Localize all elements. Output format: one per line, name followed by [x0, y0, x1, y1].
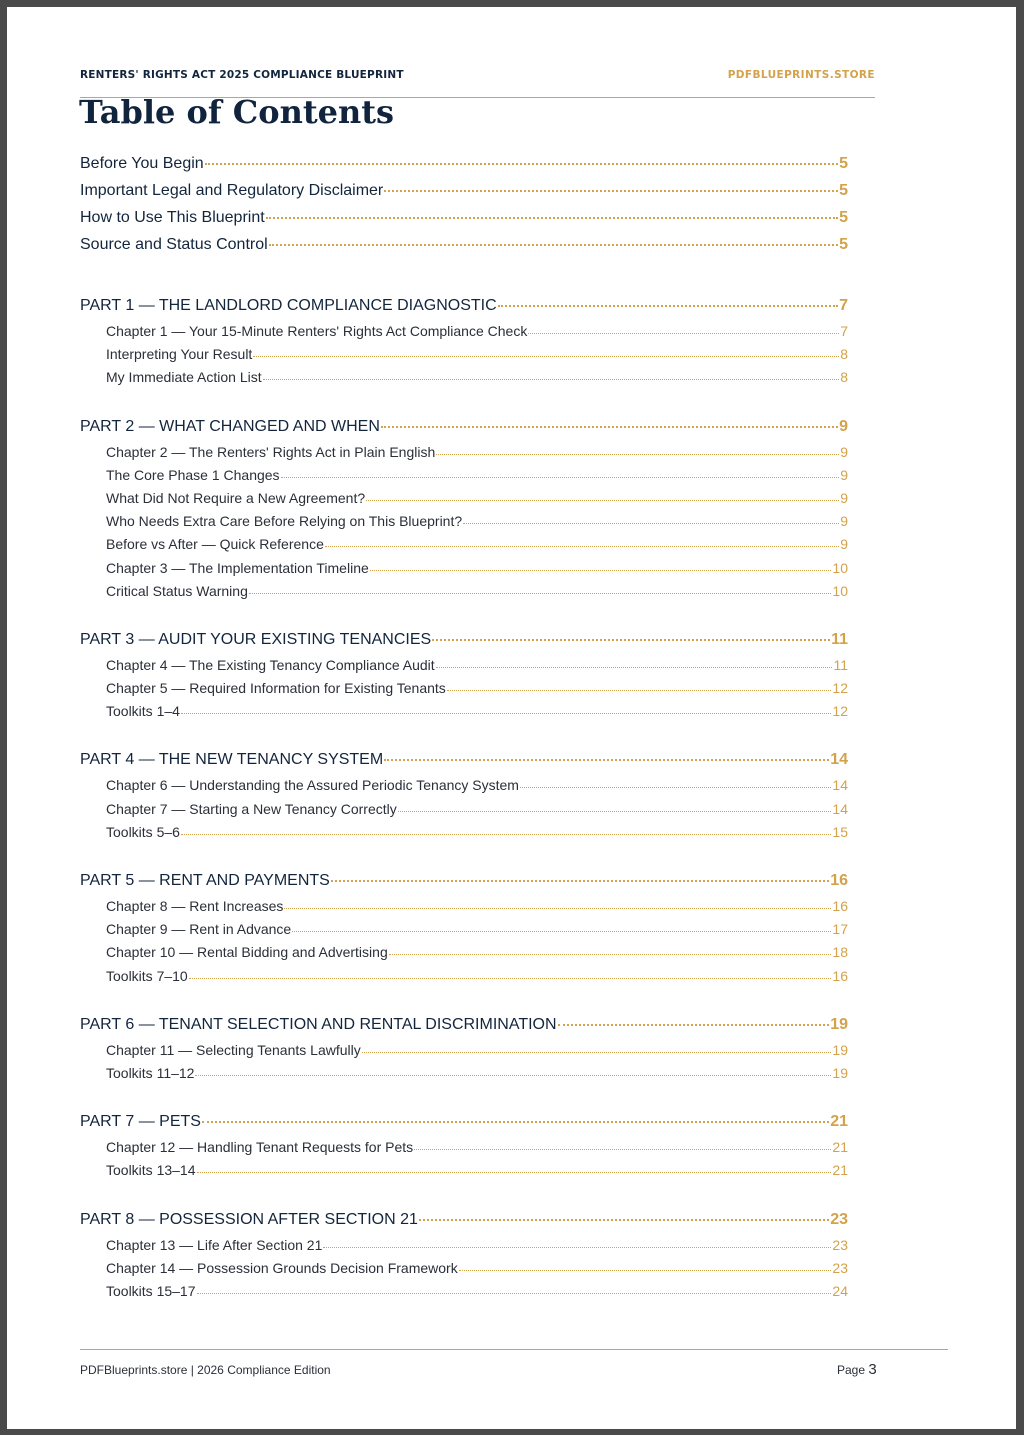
toc-entry-label: Chapter 11 — Selecting Tenants Lawfully — [106, 1041, 361, 1058]
toc-intro-section — [80, 155, 848, 263]
dot-leader — [498, 305, 838, 307]
toc-page-number: 5 — [839, 236, 848, 253]
dot-leader — [384, 190, 838, 192]
toc-entry-label: Toolkits 11–12 — [106, 1064, 195, 1081]
toc-entry[interactable] — [80, 209, 848, 236]
dot-leader — [263, 379, 840, 380]
toc-page-number: 23 — [832, 1236, 848, 1253]
toc-sub-entry[interactable] — [80, 536, 848, 559]
toc-entry-label: What Did Not Require a New Agreement? — [106, 489, 366, 506]
toc-sub-entry[interactable] — [80, 1283, 848, 1306]
toc-entry-label: PART 5 — RENT AND PAYMENTS — [80, 872, 330, 889]
toc-entry-label: Toolkits 15–17 — [106, 1282, 196, 1299]
toc-part-heading[interactable] — [80, 1113, 848, 1139]
toc-entry[interactable] — [80, 236, 848, 263]
toc-part-heading[interactable] — [80, 418, 848, 444]
page-title: Table of Contents — [79, 93, 395, 131]
footer-page-label: Page — [837, 1363, 866, 1377]
toc-sub-entry[interactable] — [80, 898, 848, 921]
toc-entry-label: Interpreting Your Result — [106, 346, 253, 363]
toc-page-number: 14 — [832, 777, 848, 794]
toc-sub-entry[interactable] — [80, 968, 848, 991]
toc-sub-entry[interactable] — [80, 921, 848, 944]
toc-part-section — [80, 297, 848, 393]
toc-entry-label: Toolkits 13–14 — [106, 1162, 196, 1179]
footer-page-number — [837, 1361, 877, 1378]
toc-part-heading[interactable] — [80, 631, 848, 657]
dot-leader — [398, 811, 832, 812]
toc-sub-entry[interactable] — [80, 323, 848, 346]
toc-part-heading[interactable] — [80, 1016, 848, 1042]
toc-part-section — [80, 1113, 848, 1185]
toc-sub-entry[interactable] — [80, 680, 848, 703]
toc-page-number: 24 — [832, 1282, 848, 1299]
toc-sub-entry[interactable] — [80, 583, 848, 606]
dot-leader — [269, 244, 838, 246]
toc-page-number: 21 — [830, 1113, 848, 1131]
toc-entry-label: PART 3 — AUDIT YOUR EXISTING TENANCIES — [80, 630, 432, 648]
dot-leader — [381, 426, 838, 428]
toc-sub-entry[interactable] — [80, 777, 848, 800]
toc-page-number: 16 — [832, 967, 848, 984]
toc-page-number: 10 — [832, 582, 848, 599]
toc-entry-label: PART 7 — PETS — [80, 1113, 201, 1131]
toc-page-number: 23 — [830, 1210, 848, 1228]
footer-page-value: 3 — [868, 1361, 877, 1378]
toc-entry-label: How to Use This Blueprint — [80, 209, 265, 226]
toc-entry-label: Source and Status Control — [80, 236, 268, 253]
toc-sub-entry[interactable] — [80, 560, 848, 583]
dot-leader — [528, 333, 839, 334]
toc-entry-label: Chapter 12 — Handling Tenant Requests for Pets — [106, 1139, 414, 1156]
toc-sub-entry[interactable] — [80, 801, 848, 824]
dot-leader — [463, 523, 839, 524]
table-of-contents — [80, 155, 848, 1306]
toc-entry-label: Toolkits 7–10 — [106, 967, 188, 984]
dot-leader — [284, 908, 831, 909]
toc-page-number: 9 — [840, 536, 848, 553]
toc-entry-label: PART 4 — THE NEW TENANCY SYSTEM — [80, 751, 384, 769]
toc-sub-entry[interactable] — [80, 444, 848, 467]
toc-part-section — [80, 872, 848, 991]
toc-entry-label: Chapter 4 — The Existing Tenancy Compliance Audit — [106, 656, 435, 673]
dot-leader — [205, 163, 838, 165]
toc-sub-entry[interactable] — [80, 657, 848, 680]
dot-leader — [459, 1270, 832, 1271]
toc-page-number: 12 — [832, 703, 848, 720]
toc-entry-label: Toolkits 5–6 — [106, 823, 180, 840]
toc-page-number: 9 — [840, 443, 848, 460]
dot-leader — [323, 1247, 831, 1248]
toc-part-heading[interactable] — [80, 1211, 848, 1237]
toc-page-number: 9 — [840, 466, 848, 483]
toc-entry-label: Chapter 6 — Understanding the Assured Periodic Tenancy System — [106, 777, 519, 794]
dot-leader — [389, 954, 832, 955]
toc-page-number: 14 — [832, 800, 848, 817]
toc-page-number: 18 — [832, 944, 848, 961]
toc-page-number: 21 — [832, 1139, 848, 1156]
toc-page-number: 7 — [839, 297, 848, 314]
toc-page-number: 16 — [832, 898, 848, 914]
dot-leader — [181, 834, 831, 835]
toc-page-number: 19 — [832, 1064, 848, 1081]
dot-leader — [520, 787, 831, 788]
toc-entry-label: Chapter 2 — The Renters' Rights Act in Plain English — [106, 443, 436, 460]
toc-page-number: 15 — [832, 823, 848, 840]
toc-page-number: 7 — [840, 323, 848, 339]
toc-part-section — [80, 418, 848, 606]
toc-page-number: 19 — [832, 1041, 848, 1058]
toc-page-number: 11 — [831, 630, 848, 648]
toc-page-number: 19 — [830, 1015, 848, 1033]
dot-leader — [362, 1052, 832, 1053]
toc-page-number: 9 — [840, 513, 848, 530]
document-page — [7, 7, 1016, 1429]
dot-leader — [195, 1075, 831, 1076]
dot-leader — [202, 1121, 829, 1123]
toc-sub-entry[interactable] — [80, 703, 848, 726]
toc-entry-label: Chapter 14 — Possession Grounds Decision Framework — [106, 1259, 458, 1276]
dot-leader — [331, 880, 829, 882]
toc-sub-entry[interactable] — [80, 1237, 848, 1260]
toc-entry-label: Chapter 3 — The Implementation Timeline — [106, 559, 369, 576]
toc-entry-label: PART 6 — TENANT SELECTION AND RENTAL DISCRIMINATION — [80, 1015, 557, 1033]
dot-leader — [249, 593, 832, 594]
dot-leader — [384, 759, 829, 761]
footer-edition: PDFBlueprints.store | 2026 Compliance Edition — [80, 1363, 331, 1377]
toc-entry-label: Chapter 8 — Rent Increases — [106, 898, 284, 914]
dot-leader — [366, 500, 839, 501]
toc-page-number: 17 — [832, 921, 848, 938]
footer-divider — [80, 1349, 948, 1350]
toc-entry-label: PART 1 — THE LANDLORD COMPLIANCE DIAGNOSTIC — [80, 297, 497, 314]
toc-page-number: 12 — [832, 680, 848, 697]
toc-part-heading[interactable] — [80, 872, 848, 898]
toc-entry-label: Chapter 7 — Starting a New Tenancy Correctly — [106, 800, 397, 817]
toc-page-number: 16 — [830, 872, 848, 889]
toc-entry-label: The Core Phase 1 Changes — [106, 466, 280, 483]
toc-sub-entry[interactable] — [80, 1260, 848, 1283]
toc-entry-label: Chapter 5 — Required Information for Existing Tenants — [106, 680, 446, 697]
toc-sub-entry[interactable] — [80, 1162, 848, 1185]
dot-leader — [432, 639, 830, 641]
toc-sub-entry[interactable] — [80, 1139, 848, 1162]
toc-sub-entry[interactable] — [80, 944, 848, 967]
toc-sub-entry[interactable] — [80, 1042, 848, 1065]
toc-page-number: 21 — [832, 1162, 848, 1179]
toc-page-number: 9 — [840, 489, 848, 506]
toc-page-number: 5 — [839, 209, 848, 226]
header-site: PDFBLUEPRINTS.STORE — [727, 69, 875, 81]
dot-leader — [189, 978, 832, 979]
toc-part-section — [80, 751, 848, 847]
toc-sub-entry[interactable] — [80, 490, 848, 513]
toc-page-number: 23 — [832, 1259, 848, 1276]
toc-page-number: 10 — [832, 559, 848, 576]
toc-entry-label: Before You Begin — [80, 155, 204, 172]
header-title: RENTERS' RIGHTS ACT 2025 COMPLIANCE BLUEPRINT — [80, 69, 404, 81]
toc-page-number: 11 — [833, 656, 848, 673]
toc-entry[interactable] — [80, 182, 848, 209]
dot-leader — [419, 1219, 829, 1221]
toc-page-number: 8 — [840, 369, 848, 386]
dot-leader — [325, 546, 839, 547]
dot-leader — [197, 1293, 832, 1294]
dot-leader — [414, 1149, 831, 1150]
toc-sub-entry[interactable] — [80, 346, 848, 369]
toc-page-number: 8 — [840, 346, 848, 363]
toc-entry-label: Chapter 10 — Rental Bidding and Advertising — [106, 944, 388, 961]
toc-part-section — [80, 1016, 848, 1088]
toc-entry-label: Important Legal and Regulatory Disclaimer — [80, 182, 384, 199]
toc-sub-entry[interactable] — [80, 369, 848, 392]
toc-sub-entry[interactable] — [80, 824, 848, 847]
toc-entry-label: Toolkits 1–4 — [106, 703, 180, 720]
dot-leader — [370, 570, 832, 571]
dot-leader — [558, 1024, 830, 1026]
toc-part-heading[interactable] — [80, 297, 848, 323]
toc-sub-entry[interactable] — [80, 513, 848, 536]
dot-leader — [266, 217, 838, 219]
toc-sub-entry[interactable] — [80, 1065, 848, 1088]
toc-entry[interactable] — [80, 155, 848, 182]
toc-entry-label: Before vs After — Quick Reference — [106, 536, 324, 553]
toc-part-section — [80, 1211, 848, 1307]
dot-leader — [197, 1172, 832, 1173]
toc-entry-label: Chapter 1 — Your 15-Minute Renters' Rights Act Compliance Check — [106, 323, 528, 339]
dot-leader — [436, 454, 839, 455]
toc-entry-label: Chapter 13 — Life After Section 21 — [106, 1236, 323, 1253]
toc-entry-label: Critical Status Warning — [106, 582, 248, 599]
toc-page-number: 5 — [839, 182, 848, 199]
toc-page-number: 5 — [839, 155, 848, 172]
dot-leader — [292, 931, 831, 932]
toc-part-section — [80, 631, 848, 727]
toc-entry-label: PART 2 — WHAT CHANGED AND WHEN — [80, 417, 380, 435]
toc-page-number: 14 — [830, 751, 848, 769]
dot-leader — [181, 713, 831, 714]
toc-sub-entry[interactable] — [80, 467, 848, 490]
toc-entry-label: Who Needs Extra Care Before Relying on This Blueprint? — [106, 513, 463, 530]
toc-entry-label: Chapter 9 — Rent in Advance — [106, 921, 292, 938]
toc-entry-label: My Immediate Action List — [106, 369, 262, 386]
dot-leader — [436, 667, 833, 668]
dot-leader — [253, 356, 839, 357]
dot-leader — [447, 690, 832, 691]
toc-part-heading[interactable] — [80, 751, 848, 777]
toc-page-number: 9 — [839, 417, 848, 435]
dot-leader — [281, 477, 840, 478]
toc-entry-label: PART 8 — POSSESSION AFTER SECTION 21 — [80, 1210, 418, 1228]
